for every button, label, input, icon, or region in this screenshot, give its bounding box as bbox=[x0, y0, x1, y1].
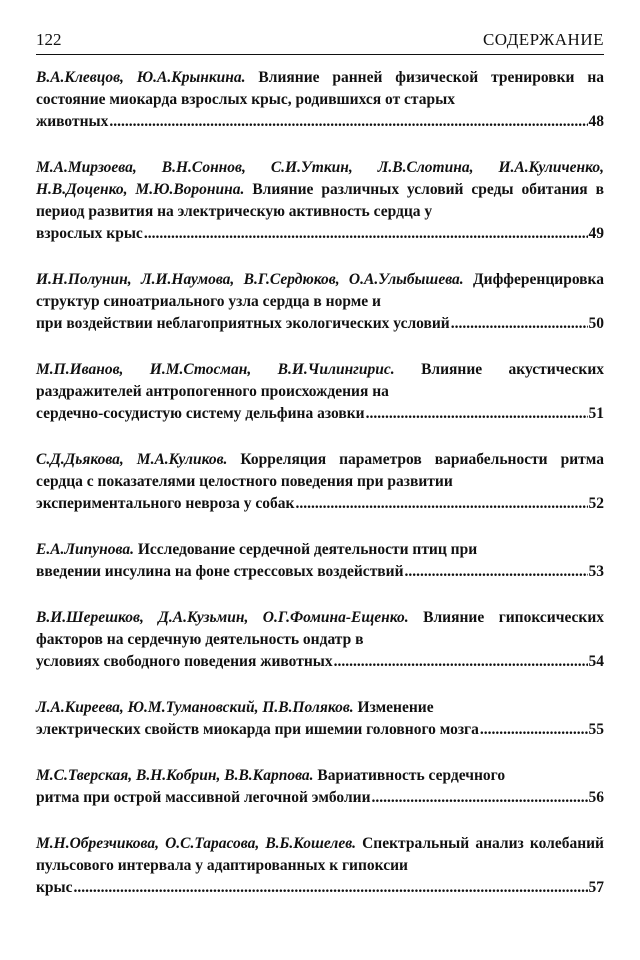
entry-page-number: 54 bbox=[588, 653, 604, 670]
toc-entry bbox=[36, 67, 604, 133]
entry-title: Влияние акустических раздражителей антропогенного происхождения на bbox=[36, 361, 605, 400]
entry-authors: М.П.Иванов, И.М.Стосман, В.И.Чилингирис. bbox=[36, 361, 395, 378]
entry-heading bbox=[36, 269, 604, 313]
entry-last-line bbox=[36, 111, 604, 133]
entry-last-line bbox=[36, 403, 604, 425]
toc-entry bbox=[36, 359, 604, 425]
entry-title-end: животных bbox=[36, 113, 109, 130]
dot-leader bbox=[451, 313, 588, 335]
entry-page-number: 56 bbox=[588, 789, 604, 806]
entry-page-number: 49 bbox=[588, 225, 604, 242]
entry-last-line bbox=[36, 787, 604, 809]
toc-entry bbox=[36, 157, 604, 245]
dot-leader bbox=[295, 493, 587, 515]
toc-entry bbox=[36, 269, 604, 335]
entry-title-end: при воздействии неблагоприятных экологических условий bbox=[36, 315, 450, 332]
entry-title-end: взрослых крыс bbox=[36, 225, 143, 242]
entry-last-line bbox=[36, 719, 604, 741]
entry-authors: Л.А.Киреева, Ю.М.Тумановский, П.В.Поляков. bbox=[36, 699, 354, 716]
dot-leader bbox=[74, 877, 588, 899]
entry-heading bbox=[36, 539, 604, 561]
entry-title: Исследование сердечной деятельности птиц при bbox=[137, 541, 478, 558]
toc-entry bbox=[36, 539, 604, 583]
entry-authors: И.Н.Полунин, Л.И.Наумова, В.Г.Сердюков, О.А.Улыбышева. bbox=[36, 271, 464, 288]
entry-heading bbox=[36, 67, 604, 111]
entry-title: Вариативность сердечного bbox=[317, 767, 506, 784]
page-number: 122 bbox=[36, 30, 62, 49]
entry-title: Изменение bbox=[357, 699, 434, 716]
entry-page-number: 50 bbox=[588, 315, 604, 332]
entry-last-line bbox=[36, 493, 604, 515]
dot-leader bbox=[144, 223, 588, 245]
toc-entry bbox=[36, 765, 604, 809]
entry-last-line bbox=[36, 313, 604, 335]
entry-last-line bbox=[36, 561, 604, 583]
entry-authors: М.А.Мирзоева, В.Н.Соннов, С.И.Уткин, Л.В.Слотина, И.А.Куличенко, Н.В.Доценко, М.Ю.Воронина. bbox=[36, 159, 604, 198]
entry-title-end: ритма при острой массивной легочной эмболии bbox=[36, 789, 371, 806]
entry-heading bbox=[36, 765, 604, 787]
dot-leader bbox=[366, 403, 588, 425]
entry-page-number: 53 bbox=[588, 563, 604, 580]
dot-leader bbox=[480, 719, 588, 741]
entry-last-line bbox=[36, 877, 604, 899]
entry-heading bbox=[36, 607, 604, 651]
entry-heading bbox=[36, 833, 604, 877]
entry-title-end: крыс bbox=[36, 879, 73, 896]
entry-title-end: электрических свойств миокарда при ишемии головного мозга bbox=[36, 721, 479, 738]
entry-last-line bbox=[36, 223, 604, 245]
entry-heading bbox=[36, 697, 604, 719]
toc-entry bbox=[36, 607, 604, 673]
toc-entry bbox=[36, 449, 604, 515]
entry-title: Спектральный анализ колебаний пульсового интервала у адаптированных к гипоксии bbox=[36, 835, 604, 874]
dot-leader bbox=[405, 561, 588, 583]
entry-title: Влияние гипоксических факторов на сердечную деятельность ондатр в bbox=[36, 609, 604, 648]
toc-entries bbox=[36, 67, 604, 899]
entry-authors: В.А.Клевцов, Ю.А.Крынкина. bbox=[36, 69, 246, 86]
section-title: СОДЕРЖАНИЕ bbox=[482, 30, 604, 49]
entry-title: Корреляция параметров вариабельности ритма сердца с показателями целостного поведения при развитии bbox=[36, 451, 605, 490]
entry-page-number: 55 bbox=[588, 721, 604, 738]
entry-heading bbox=[36, 449, 604, 493]
entry-page-number: 57 bbox=[588, 879, 604, 896]
entry-last-line bbox=[36, 651, 604, 673]
dot-leader bbox=[334, 651, 588, 673]
entry-heading bbox=[36, 359, 604, 403]
entry-authors: М.С.Тверская, В.Н.Кобрин, В.В.Карпова. bbox=[36, 767, 314, 784]
dot-leader bbox=[109, 111, 587, 133]
toc-page bbox=[36, 30, 604, 923]
entry-authors: В.И.Шерешков, Д.А.Кузьмин, О.Г.Фомина-Ещенко. bbox=[36, 609, 409, 626]
entry-page-number: 52 bbox=[588, 495, 604, 512]
entry-title-end: введении инсулина на фоне стрессовых воздействий bbox=[36, 563, 404, 580]
entry-page-number: 51 bbox=[588, 405, 604, 422]
entry-title-end: условиях свободного поведения животных bbox=[36, 653, 333, 670]
entry-title-end: сердечно-сосудистую систему дельфина азовки bbox=[36, 405, 365, 422]
entry-authors: М.Н.Обрезчикова, О.С.Тарасова, В.Б.Кошелев. bbox=[36, 835, 356, 852]
dot-leader bbox=[372, 787, 588, 809]
page-header bbox=[36, 30, 604, 55]
entry-title: Влияние ранней физической тренировки на состояние миокарда взрослых крыс, родившихся от старых bbox=[36, 69, 605, 108]
toc-entry bbox=[36, 833, 604, 899]
entry-title-end: экспериментального невроза у собак bbox=[36, 495, 295, 512]
toc-entry bbox=[36, 697, 604, 741]
entry-authors: Е.А.Липунова. bbox=[36, 541, 134, 558]
entry-authors: С.Д.Дьякова, М.А.Куликов. bbox=[36, 451, 228, 468]
entry-heading bbox=[36, 157, 604, 223]
entry-page-number: 48 bbox=[588, 113, 604, 130]
entry-title: Влияние различных условий среды обитания в период развития на электрическую активность сердца у bbox=[36, 181, 604, 220]
entry-title: Дифференцировка структур синоатриального узла сердца в норме и bbox=[36, 271, 605, 310]
